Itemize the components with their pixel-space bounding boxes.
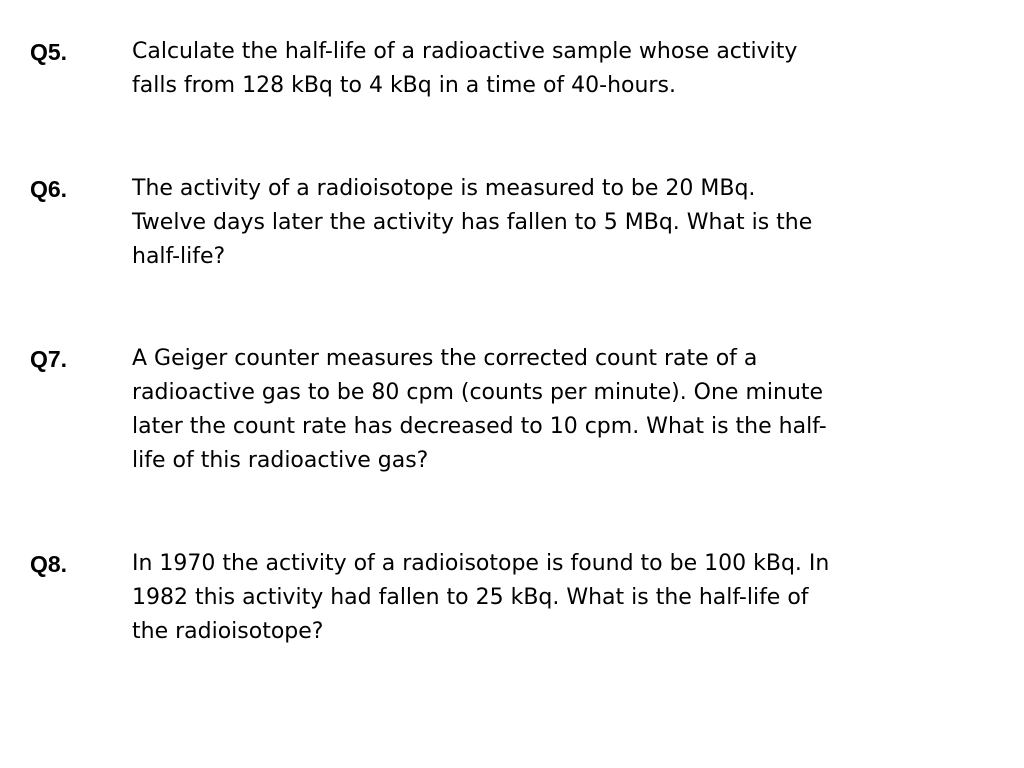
question-text: The activity of a radioisotope is measured to be 20 MBq. Twelve days later the activity has fallen to 5 MBq. What is the half-life? [132,176,813,269]
question-number: Q7. [30,346,68,372]
question-number: Q8. [30,551,68,577]
question-text: In 1970 the activity of a radioisotope is found to be 100 kBq. In 1982 this activity had fallen to 25 kBq. What is the half-life of the radioisotope? [132,551,830,644]
question-number: Q6. [30,176,68,202]
question-text: A Geiger counter measures the corrected count rate of a radioactive gas to be 80 cpm (counts per minute). One minute later the count rate has decreased to 10 cpm. What is the half- life of this radioactive gas? [132,346,827,473]
question-number: Q5. [30,39,68,65]
question-text: Calculate the half-life of a radioactive sample whose activity falls from 128 kBq to 4 kBq in a time of 40-hours. [132,39,798,98]
